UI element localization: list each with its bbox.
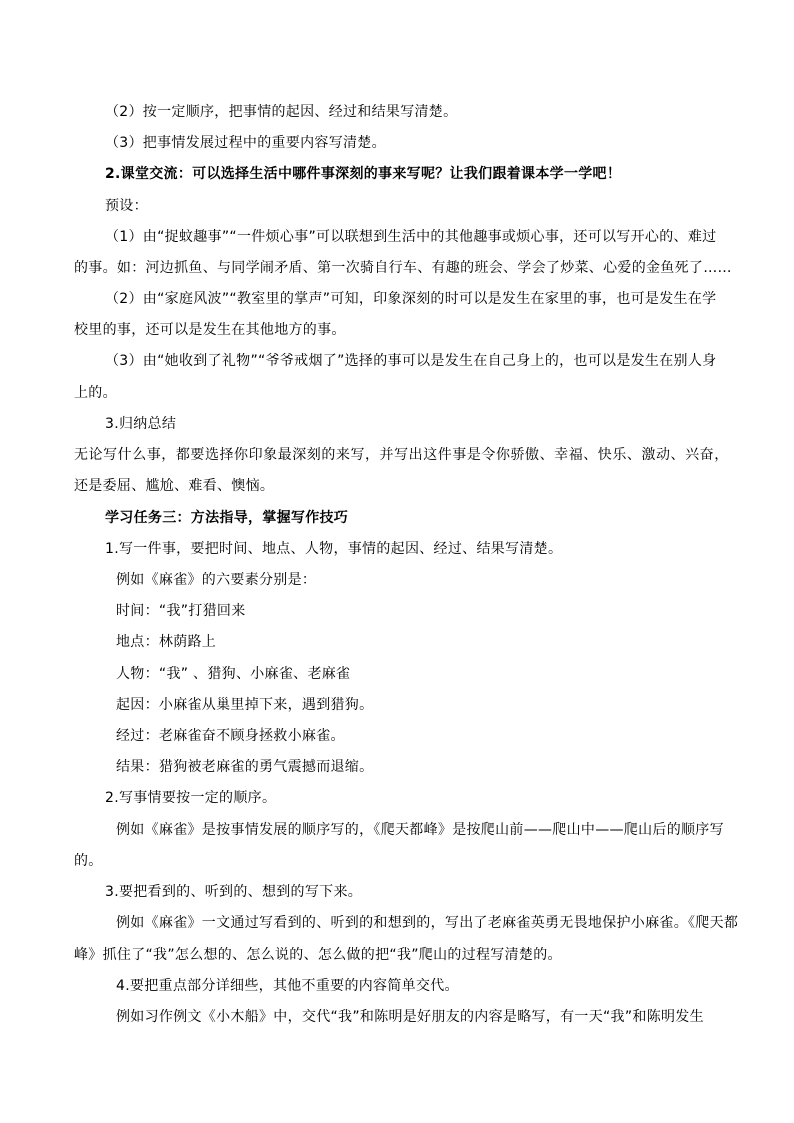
text-line: 校里的事，还可以是发生在其他地方的事。: [74, 322, 346, 338]
text-line: 无论写什么事，都要选择你印象最深刻的来写，并写出这件事是令你骄傲、幸福、快乐、激动、兴奋，: [74, 447, 729, 463]
text-line: 时间：“我”打猎回来: [116, 603, 246, 619]
text-line: 上的。: [74, 385, 117, 401]
text-line: 结果：猎狗被老麻雀的勇气震撼而退缩。: [116, 759, 374, 775]
text-line: 的。: [74, 853, 103, 869]
text-line: 经过：老麻雀奋不顾身拯救小麻雀。: [116, 728, 345, 744]
text-line: 2.写事情要按一定的顺序。: [105, 790, 277, 806]
text-line: （1）由“捉蚊趣事”“一件烦心事”可以联想到生活中的其他趣事或烦心事，还可以写开心的、难过: [105, 229, 717, 245]
text-line: 例如习作例文《小木船》中，交代“我”和陈明是好朋友的内容是略写，有一天“我”和陈明发生: [116, 1009, 704, 1025]
text-line: 例如《麻雀》一文通过写看到的、听到的和想到的，写出了老麻雀英勇无畏地保护小麻雀。《爬天都: [116, 915, 739, 931]
text-line: 地点：林荫路上: [116, 634, 217, 650]
text-line: （3）把事情发展过程中的重要内容写清楚。: [105, 135, 386, 151]
text-line: 例如《麻雀》是按事情发展的顺序写的，《爬天都峰》是按爬山前——爬山中——爬山后的顺序写: [116, 822, 724, 838]
text-line: （2）由“家庭风波”“教室里的掌声”可知，印象深刻的时可以是发生在家里的事，也可是发生在学: [105, 291, 717, 307]
text-line: 4.要把重点部分详细些，其他不重要的内容简单交代。: [116, 978, 459, 994]
text-line: 3.要把看到的、听到的、想到的写下来。: [105, 884, 363, 900]
text-line: 例如《麻雀》的六要素分别是：: [116, 572, 317, 588]
text-line: （3）由“她收到了礼物”“爷爷戒烟了”选择的事可以是发生在自己身上的，也可以是发生在别人身: [105, 353, 717, 369]
text-line: 1.写一件事，要把时间、地点、人物，事情的起因、经过、结果写清楚。: [105, 541, 563, 557]
text-line: 的事。如：河边抓鱼、与同学闹矛盾、第一次骑自行车、有趣的班会、学会了炒菜、心爱的金鱼死了……: [74, 260, 732, 276]
text-line: 还是委屈、尴尬、难看、懊恼。: [74, 478, 275, 494]
text-line: 起因：小麻雀从巢里掉下来，遇到猎狗。: [116, 697, 374, 713]
text-line: 人物：“我” 、猎狗、小麻雀、老麻雀: [116, 666, 351, 682]
text-line: 预设：: [105, 198, 148, 214]
text-line: 3.归纳总结: [105, 416, 177, 432]
section-heading: 学习任务三：方法指导，掌握写作技巧: [105, 510, 349, 526]
text-line: 2.课堂交流：可以选择生活中哪件事深刻的事来写呢？让我们跟着课本学一学吧！: [105, 166, 622, 182]
text-line: （2）按一定顺序，把事情的起因、经过和结果写清楚。: [105, 104, 458, 120]
text-line: 峰》抓住了“我”怎么想的、怎么说的、怎么做的把“我”爬山的过程写清楚的。: [74, 947, 562, 963]
